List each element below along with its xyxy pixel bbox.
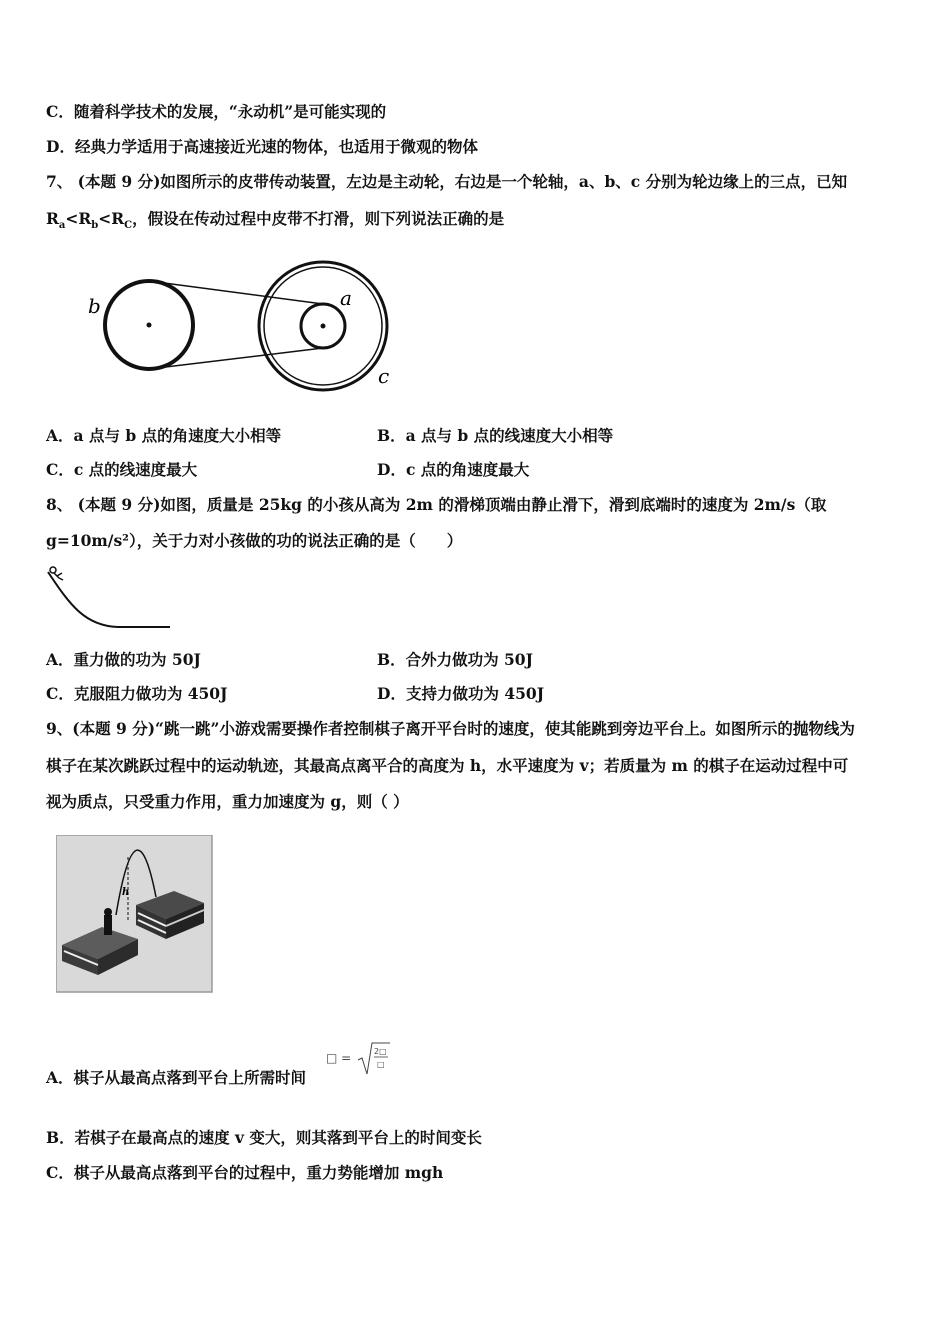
q9-stem-line1: 9、(本题 9 分)“跳一跳”小游戏需要操作者控制棋子离开平台时的速度，使其能跳到旁边平台上。如图所示的抛物线为 — [46, 719, 855, 738]
q8-option-d: D．支持力做功为 450J — [377, 684, 545, 703]
q8-stem-line2: g=10m/s²），关于力对小孩做的功的说法正确的是（ ） — [46, 531, 463, 550]
game-piece-body — [104, 915, 112, 935]
q7-option-c: C．c 点的线速度最大 — [46, 460, 198, 479]
radius-b: $R_b$ — [78, 209, 99, 232]
formula-numerator: 2□ — [374, 1047, 387, 1056]
q9-option-a: A．棋子从最高点落到平台上所需时间 — [46, 1068, 307, 1087]
q7-option-b: B．a 点与 b 点的线速度大小相等 — [377, 426, 614, 445]
q9-option-b: B．若棋子在最高点的速度 v 变大，则其落到平台上的时间变长 — [46, 1128, 482, 1147]
formula-lhs: □ = — [326, 1051, 352, 1065]
formula-denominator: □ — [377, 1060, 385, 1069]
label-b: b — [88, 294, 101, 318]
label-c: c — [378, 364, 390, 388]
q7-stem-line1: 7、 (本题 9 分)如图所示的皮带传动装置，左边是主动轮，右边是一个轮轴，a、b、c 分别为轮边缘上的三点，已知 — [46, 172, 848, 191]
q9-stem-line3: 视为质点，只受重力作用，重力加速度为 g，则（ ） — [46, 792, 409, 811]
belt-upper — [149, 281, 323, 304]
fall-time-formula — [324, 1040, 394, 1080]
q9-stem-line2: 棋子在某次跳跃过程中的运动轨迹，其最高点离平合的高度为 h，水平速度为 v；若质量为 m 的棋子在运动过程中可 — [46, 756, 849, 775]
wheel-b-center — [147, 323, 152, 328]
child-head — [50, 567, 56, 573]
q7-option-a: A．a 点与 b 点的角速度大小相等 — [46, 426, 282, 445]
q6-option-d: D．经典力学适用于高速接近光速的物体，也适用于微观的物体 — [46, 137, 478, 156]
radius-a: $R_a$ — [46, 209, 66, 232]
q8-option-c: C．克服阻力做功为 450J — [46, 684, 228, 703]
jump-game-figure — [56, 835, 214, 995]
q8-option-b: B．合外力做功为 50J — [377, 650, 533, 669]
q7-stem-line2: $R_a<R_b<R_C$，假设在传动过程中皮带不打滑，则下列说法正确的是 — [46, 209, 505, 232]
child-body — [54, 573, 63, 580]
slide-figure — [40, 560, 175, 635]
q8-stem-line1: 8、 (本题 9 分)如图，质量是 25kg 的小孩从高为 2m 的滑梯顶端由静止滑下，滑到底端时的速度为 2m/s（取 — [46, 495, 827, 514]
game-piece-head — [104, 908, 112, 916]
q9-option-c: C．棋子从最高点落到平台的过程中，重力势能增加 mgh — [46, 1163, 444, 1182]
wheel-a-center — [321, 324, 326, 329]
label-a: a — [340, 286, 352, 310]
q8-option-a: A．重力做的功为 50J — [46, 650, 201, 669]
label-h: h — [122, 887, 130, 898]
belt-drive-figure — [80, 255, 400, 395]
q7-option-d: D．c 点的角速度最大 — [377, 460, 530, 479]
radius-c: $R_C$ — [111, 209, 133, 232]
slide-curve — [48, 572, 170, 627]
q6-option-c: C．随着科学技术的发展，“永动机”是可能实现的 — [46, 102, 387, 121]
